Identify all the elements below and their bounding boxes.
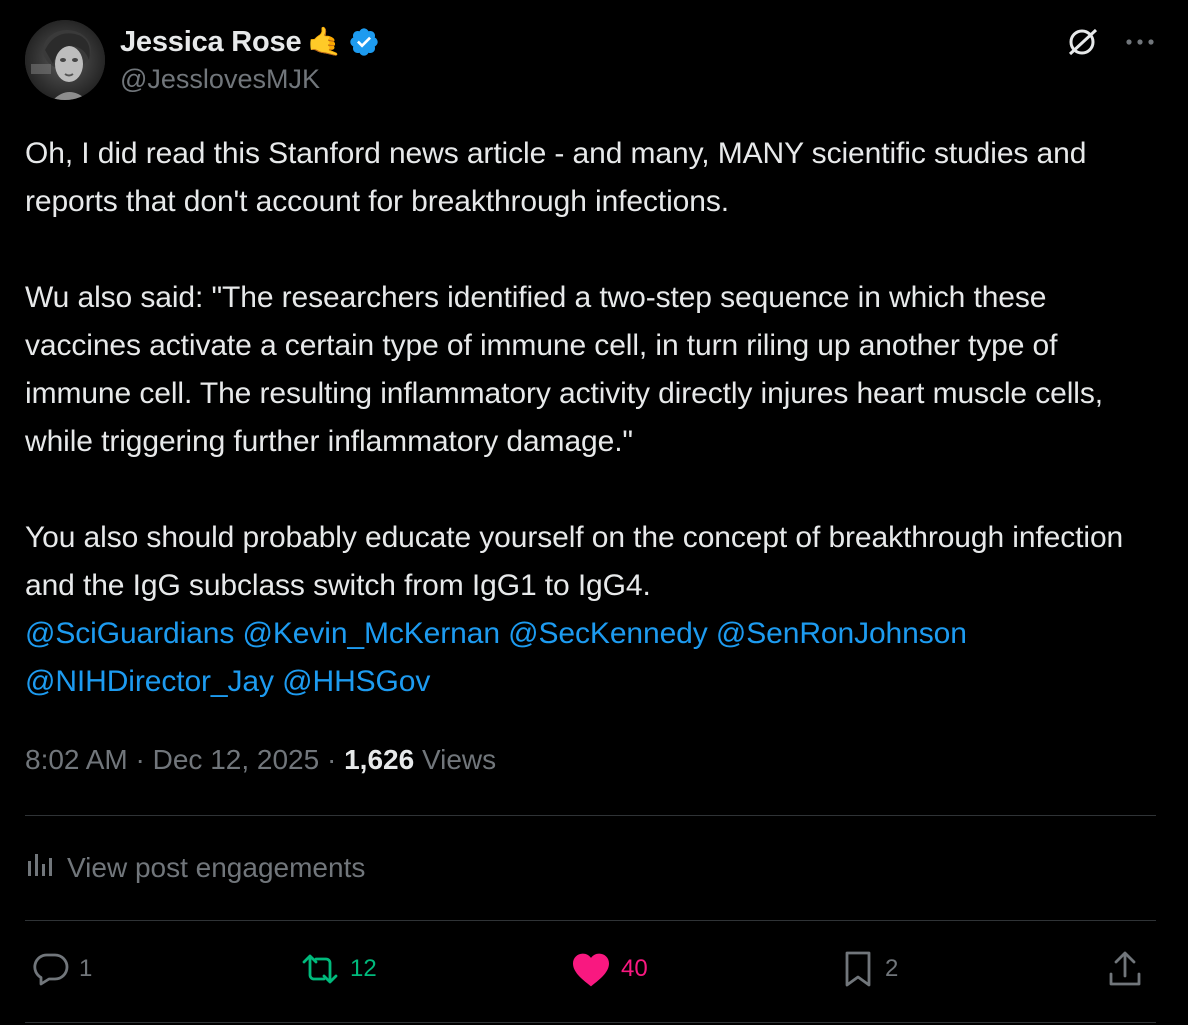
tweet-meta — [25, 741, 496, 779]
tweet-date[interactable]: Dec 12, 2025 — [152, 744, 320, 775]
like-button[interactable] — [571, 944, 648, 994]
analytics-icon — [25, 849, 55, 886]
bookmark-count: 2 — [885, 955, 899, 982]
tweet-paragraph-3: You also should probably educate yourself on the concept of breakthrough infection and the IgG subclass switch from IgG1 to IgG4. — [25, 521, 1124, 602]
author-name-row — [120, 22, 380, 62]
tweet-mentions — [25, 610, 1165, 706]
mention-link[interactable]: @NIHDirector_Jay — [25, 665, 274, 698]
author-display-name[interactable]: Jessica Rose — [120, 25, 302, 58]
repost-icon — [300, 953, 340, 985]
bookmark-button[interactable] — [841, 944, 898, 994]
views-count: 1,626 — [344, 744, 415, 775]
view-engagements-link[interactable] — [25, 849, 365, 886]
divider — [25, 920, 1156, 921]
call-me-hand-emoji: 🤙 — [307, 26, 343, 57]
divider — [25, 815, 1156, 816]
share-button[interactable] — [1107, 944, 1143, 994]
reply-count: 1 — [79, 955, 93, 982]
tweet-paragraph-2: Wu also said: "The researchers identified a two-step sequence in which these vaccines activate a certain type of immune cell, in turn riling up another type of immune cell. The resulting inflammatory activity directly injures heart muscle cells, while triggering further inflammatory damage." — [25, 281, 1103, 458]
reply-icon — [33, 952, 69, 986]
heart-icon — [571, 951, 611, 987]
tweet-paragraph-1: Oh, I did read this Stanford news article - and many, MANY scientific studies and reports that don't account for breakthrough infections. — [25, 137, 1087, 218]
views-label: Views — [421, 744, 497, 775]
action-bar — [25, 944, 1156, 994]
meta-separator: · — [326, 744, 337, 775]
mention-link[interactable]: @SenRonJohnson — [715, 617, 967, 650]
author-handle[interactable]: @JesslovesMJK — [120, 64, 320, 94]
reply-button[interactable] — [33, 944, 92, 994]
avatar-photo — [25, 20, 105, 100]
tweet-text — [25, 130, 1165, 706]
mention-link[interactable]: @SecKennedy — [508, 617, 708, 650]
mention-link[interactable]: @Kevin_McKernan — [242, 617, 500, 650]
verified-badge-icon[interactable] — [348, 26, 380, 58]
view-engagements-label: View post engagements — [67, 851, 366, 883]
divider — [25, 1022, 1156, 1023]
avatar[interactable] — [25, 20, 105, 100]
more-options-icon[interactable] — [1122, 24, 1158, 60]
top-right-controls — [1064, 24, 1158, 60]
tweet-time[interactable]: 8:02 AM — [25, 744, 128, 775]
bookmark-icon — [841, 950, 875, 988]
mention-link[interactable]: @HHSGov — [282, 665, 431, 698]
repost-count: 12 — [350, 955, 377, 982]
share-icon — [1107, 950, 1143, 988]
grok-icon[interactable] — [1064, 24, 1100, 60]
like-count: 40 — [621, 955, 648, 982]
meta-separator: · — [135, 744, 145, 775]
repost-button[interactable] — [300, 944, 377, 994]
mention-link[interactable]: @SciGuardians — [25, 617, 235, 650]
